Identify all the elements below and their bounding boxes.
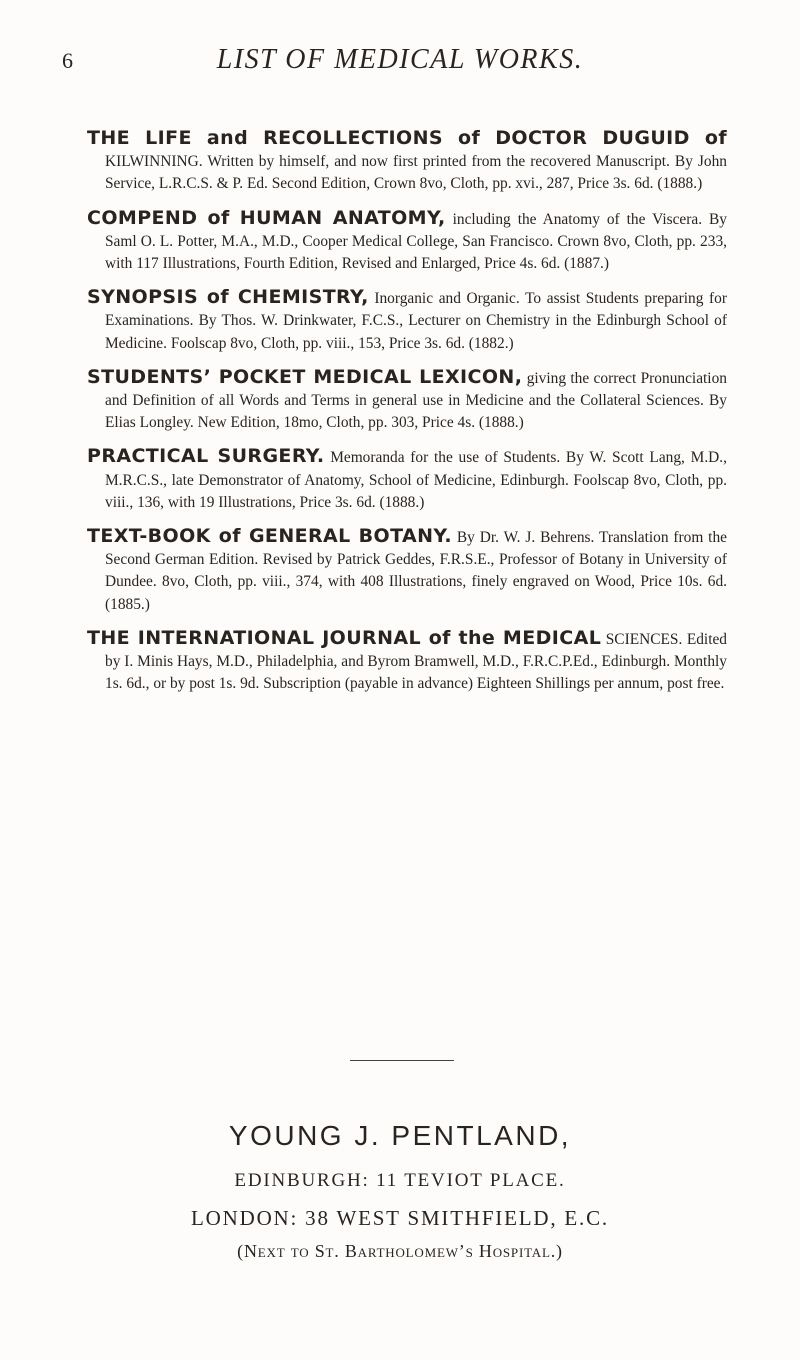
book-title: THE INTERNATIONAL JOURNAL of the MEDICAL xyxy=(87,626,602,649)
book-entry-surgery xyxy=(87,445,727,514)
book-description: including the Anatomy of the Viscera. By Saml O. L. Potter, M.A., M.D., Cooper Medical College, San Francisco. Crown 8vo, Cloth, pp. 233, with 117 Illustrations, Fourth Edition, Revised and Enlarged, Price 4s. 6d. (1887.) xyxy=(105,210,727,273)
book-entry-duguid xyxy=(87,127,727,196)
page-number: 6 xyxy=(62,48,73,73)
publisher-imprint xyxy=(0,1120,800,1262)
publisher-location-note: (Next to St. Bartholomew’s Hospital.) xyxy=(237,1241,563,1261)
book-title: TEXT-BOOK of GENERAL BOTANY. xyxy=(87,525,453,548)
book-title: SYNOPSIS of CHEMISTRY, xyxy=(87,286,369,309)
divider-rule xyxy=(350,1060,454,1061)
book-description: KILWINNING. Written by himself, and now first printed from the recovered Manuscript. By John Service, L.R.C.S. & P. Ed. Second Edition, Crown 8vo, Cloth, pp. xvi., 287, Price 3s. 6d. (1888.) xyxy=(105,153,727,193)
book-description: SCIENCES. Edited by I. Minis Hays, M.D., Philadelphia, and Byrom Bramwell, M.D., F.R.C.P.Ed., Edinburgh. Monthly 1s. 6d., or by post 1s. 9d. Subscription (payable in advance) Eighteen Shillings per annum, post free. xyxy=(105,630,727,693)
book-entry-journal xyxy=(87,627,727,696)
book-description: Inorganic and Organic. To assist Students preparing for Examinations. By Thos. W. Drinkwater, F.C.S., Lecturer on Chemistry in the Edinburgh School of Medicine. Foolscap 8vo, Cloth, pp. viii., 153, Price 3s. 6d. (1882.) xyxy=(105,290,727,352)
book-list xyxy=(87,127,727,706)
page-title: LIST OF MEDICAL WORKS. xyxy=(216,44,584,75)
publisher-name: YOUNG J. PENTLAND, xyxy=(228,1120,572,1151)
book-title: THE LIFE and RECOLLECTIONS of DOCTOR DUGUID of xyxy=(87,127,727,149)
book-entry-anatomy xyxy=(87,207,727,276)
book-title: PRACTICAL SURGERY. xyxy=(87,445,325,468)
publisher-edinburgh-address: EDINBURGH: 11 TEVIOT PLACE. xyxy=(234,1170,566,1191)
book-title: STUDENTS’ POCKET MEDICAL LEXICON, xyxy=(87,365,523,388)
book-title: COMPEND of HUMAN ANATOMY, xyxy=(87,206,446,229)
book-entry-botany xyxy=(87,525,727,616)
book-description: Memoranda for the use of Students. By W. Scott Lang, M.D., M.R.C.S., late Demonstrator of Anatomy, School of Medicine, Edinburgh. Foolscap 8vo, Cloth, pp. viii., 136, with 19 Illustrations, Price 3s. 6d. (1888.) xyxy=(105,449,727,511)
book-entry-chemistry xyxy=(87,286,727,355)
running-head xyxy=(62,44,738,80)
book-description: By Dr. W. J. Behrens. Translation from the Second German Edition. Revised by Patrick Geddes, F.R.S.E., Professor of Botany in University of Dundee. 8vo, Cloth, pp. viii., 374, with 408 Illustrations, finely engraved on Wood, Price 10s. 6d. (1885.) xyxy=(105,529,727,613)
book-entry-lexicon xyxy=(87,366,727,435)
publisher-london-address: LONDON: 38 WEST SMITHFIELD, E.C. xyxy=(191,1206,609,1230)
book-description: giving the correct Pronunciation and Definition of all Words and Terms in general use in Medicine and the Collateral Sciences. By Elias Longley. New Edition, 18mo, Cloth, pp. 303, Price 4s. (1888.) xyxy=(105,369,727,432)
